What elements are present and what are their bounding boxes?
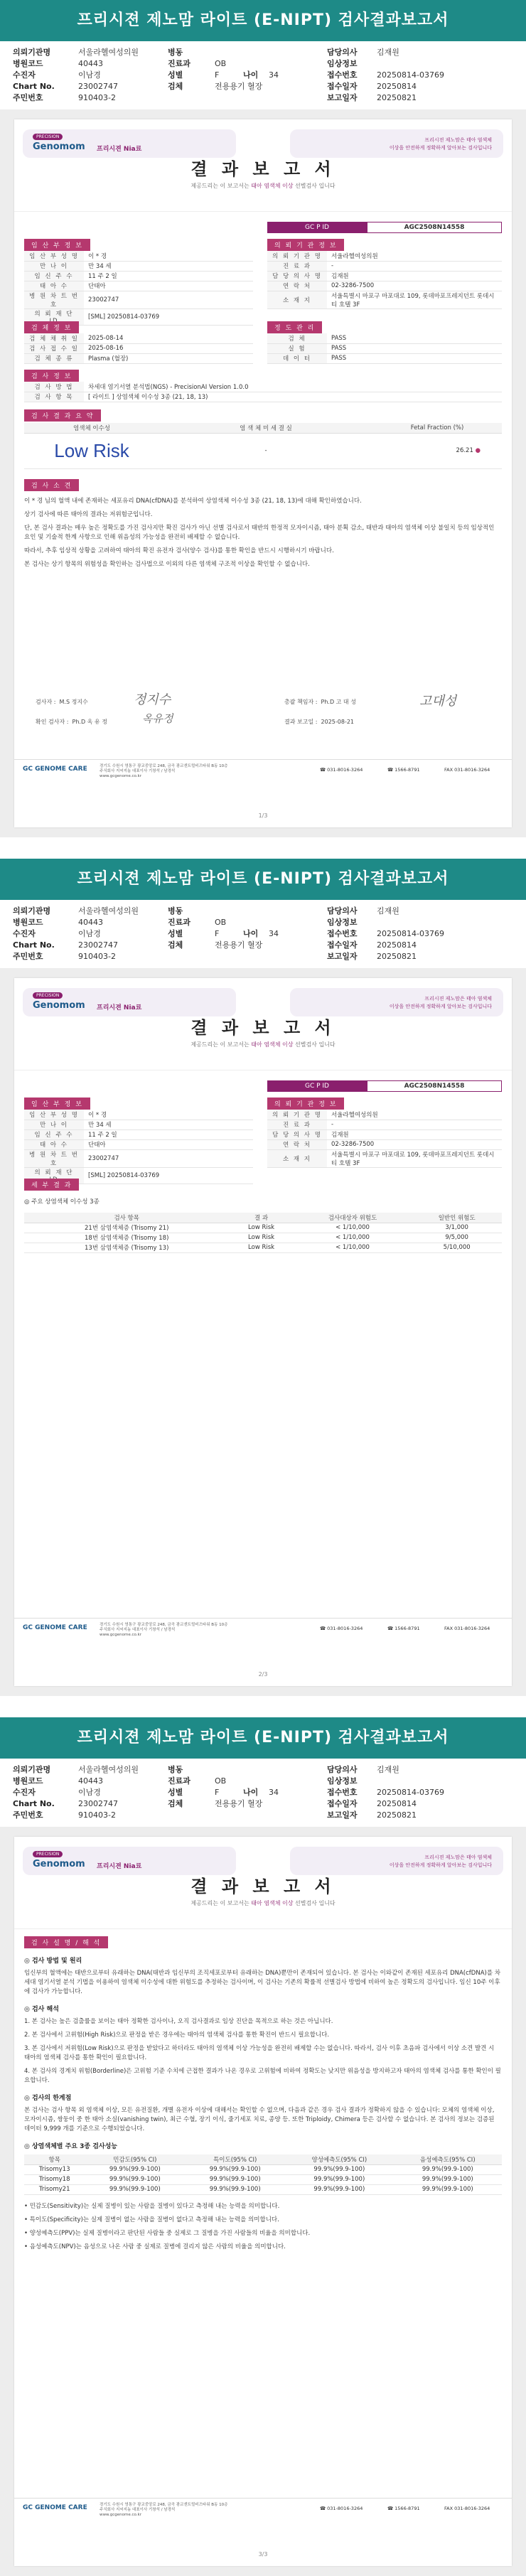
gcp-label: GC P ID (267, 222, 367, 233)
patient-row (24, 291, 253, 308)
test-key: 검 사 항 목 (24, 392, 84, 402)
inspector-signature: 정지수 (134, 692, 171, 707)
specimen-row (24, 343, 253, 353)
footer-logo: GC GENOME CARE (23, 766, 87, 773)
patient-value: 만 34 세 (84, 1120, 253, 1129)
page-header-1 (14, 119, 512, 212)
performance-note: • 특이도(Specificity)는 실제 질병이 없는 사람을 질병이 없다고 측정해 내는 능력을 의미합니다. (24, 2216, 279, 2223)
recv-label: 수진자 (13, 70, 36, 80)
qc-row (267, 353, 502, 363)
patient-info-3: 의뢰기관명 서울라헬여성의원 병원코드 40443 수진자 이남경 Chart No. 23002747 주민번호 910403-2 병동 진료과 OB 성별 F 나이 34 검체 전용용기 혈장 담당의사 김재원 임상정보 접수번호 20250814-03769 접수일자 20250814 보고일자 20250821 (0, 1759, 526, 1827)
performance-cell: 99.9%(99.9-100) (85, 2174, 185, 2184)
supervisor-signature: 고대성 (419, 694, 457, 709)
brand-box-right (290, 129, 503, 158)
report-page-1 (0, 109, 526, 837)
request-value: 서울라헬여성의원 (327, 1110, 502, 1120)
test-value: [ 라이트 ] 상염색체 이수성 3종 (21, 18, 13) (84, 392, 502, 402)
patient-value: 단태아 (84, 281, 253, 291)
patient-key: 병 원 차 트 번 호 (24, 1149, 84, 1167)
report-subtitle: 제공드리는 이 보고서는 태아 염색체 이상 선별검사 입니다 (190, 183, 336, 189)
test-table (24, 382, 502, 402)
performance-cell: Trisomy18 (24, 2174, 85, 2184)
patient-table (24, 251, 253, 326)
opinion-line: 따라서, 추후 임상적 상황을 고려하여 태아의 확진 유전자 검사(양수 검사)를 통한 확인을 반드시 시행하시기 바랍니다. (24, 547, 334, 554)
footer-1 (14, 759, 512, 780)
result-section (24, 409, 502, 469)
patient-value: 이 * 경 (84, 251, 253, 261)
detail-cell: 5/10,000 (412, 1243, 502, 1252)
reviewer-row: 확인 검사자 : Ph.D 옥 유 정 (36, 719, 107, 725)
brand-sub: 프리시젼 Nia료 (97, 146, 142, 153)
page-header-2: PRECISION Genomom 프리시젼 Nia료 프리시젼 제노맘은 태아 염색체 이상을 안전하게 정확하게 알아보는 검사입니다 결 과 보 고 서 제공드리는 이 보고서는 태아 염색체 이상 선별검사 입니다 (14, 978, 512, 1070)
reg-value: 910403-2 (78, 93, 116, 102)
performance-cell: 99.9%(99.9-100) (285, 2174, 393, 2184)
supervisor-row: 총괄 책임자 : Ph.D 고 대 성 (284, 699, 356, 705)
specimen-key: 검 사 접 수 일 (24, 343, 84, 353)
banner-2: 프리시젼 제노맘 라이트 (E-NIPT) 검사결과보고서 (0, 859, 526, 900)
page-number-3: 3/3 (258, 2551, 268, 2558)
result-risk: Low Risk (24, 433, 159, 468)
interpretation-item: 4. 본 검사의 경계치 위험(Borderline)은 고위험 기준 수치에 근접한 결과가 나온 경우로 고위험에 비하여 정확도는 낮지만 위음성을 방지하고자 태아의 염색체 검사를 통한 확인이 필요합니다. (24, 2068, 501, 2084)
page-header-3: PRECISION Genomom 프리시젼 Nia료 프리시젼 제노맘은 태아 염색체 이상을 안전하게 정확하게 알아보는 검사입니다 결 과 보 고 서 제공드리는 이 보고서는 태아 염색체 이상 선별검사 입니다 (14, 1837, 512, 1929)
request-row (267, 261, 502, 271)
performance-note: • 민감도(Sensitivity)는 실제 질병이 있는 사람을 질병이 있다고 측정해 내는 능력을 의미합니다. (24, 2202, 280, 2210)
specimen-table (24, 333, 253, 364)
test-row (24, 382, 502, 392)
dept-value: OB (215, 59, 227, 68)
test-section (24, 370, 502, 402)
opinion-text (24, 497, 502, 569)
patient-row (24, 281, 253, 291)
qc-row (267, 333, 502, 343)
reviewer-signature: 옥유정 (142, 712, 173, 725)
request-key: 진 료 과 (267, 261, 327, 271)
detail-intro: ◎ 주요 상염색체 이수성 3종 (24, 1198, 100, 1206)
patient-section-title: 임 산 부 정 보 (24, 239, 90, 251)
patient-value: 만 34 세 (84, 261, 253, 271)
performance-cell: 99.9%(99.9-100) (85, 2164, 185, 2174)
result-table (24, 423, 502, 469)
page-number-1: 1/3 (258, 812, 268, 819)
test-key: 검 사 방 법 (24, 382, 84, 392)
qc-table (267, 333, 502, 364)
report-title: 결 과 보 고 서 (190, 159, 336, 179)
patient-value: 23002747 (84, 291, 253, 308)
request-key: 의 뢰 기 관 명 (267, 251, 327, 261)
request-key: 소 재 지 (267, 291, 327, 308)
paper-1 (14, 119, 512, 827)
recv-date-label: 접수일자 (327, 82, 358, 91)
opinion-line: 본 검사는 상기 항목의 위험성을 확인하는 검사법으로 이외의 다른 염색체 구조적 이상을 확인할 수 없습니다. (24, 561, 310, 568)
inspector-row: 검사자 : M.S 정지수 (36, 699, 88, 705)
performance-table (24, 2154, 502, 2195)
opinion-section (24, 479, 502, 574)
performance-cell: 99.9%(99.9-100) (394, 2164, 502, 2174)
interpretation-list (24, 2017, 502, 2086)
detail-header: 일반인 위험도 (412, 1213, 502, 1223)
signature-block (36, 688, 490, 738)
request-row (267, 1139, 502, 1149)
patient-value: 11 주 2 일 (84, 271, 253, 281)
patient-row (24, 271, 253, 281)
gcp-id-bar (267, 222, 502, 233)
specimen-section-title: 검 체 정 보 (24, 321, 79, 333)
detail-cell: < 1/10,000 (294, 1243, 412, 1252)
page-number-2: 2/3 (258, 1671, 268, 1678)
request-row (267, 1129, 502, 1139)
limitation-text: 본 검사는 검사 항목 외 염색체 이상, 모든 유전질환, 개별 유전자 이상에 대해서는 확인할 수 없으며, 다음과 같은 경우 검사 결과가 정확하지 않을 수 있습니다: 모체의 염색체 이상, 모자이시즘, 쌍둥이 중 한 태아 소실(vanishing twin), 최근 수혈, 장기 이식, 줄기세포 치료, 종양 등. 또한 Triploidy, Chimera 등은 검사할 수 없습니다. 본 검사의 정보는 검증된 데이터 9,999 개를 기준으로 수행되었습니다. (24, 2107, 495, 2132)
patient-row (24, 261, 253, 271)
qc-value: PASS (327, 343, 502, 353)
interpretation-title: ◎ 검사 해석 (24, 2006, 59, 2013)
doctor-label: 담당의사 (327, 48, 358, 57)
request-value: 02-3286-7500 (327, 281, 502, 291)
request-row (267, 281, 502, 291)
specimen-row (24, 353, 253, 363)
specimen-value: Plasma (혈장) (84, 353, 253, 363)
patient-info-1 (0, 41, 526, 109)
request-section (267, 239, 502, 309)
specimen-section (24, 321, 253, 364)
detail-section-title: 세 부 결 과 (24, 1179, 79, 1191)
patient-value: [SML] 20250814-03769 (84, 308, 253, 325)
request-section-title: 의 뢰 기 관 정 보 (267, 239, 344, 251)
detail-cell: < 1/10,000 (294, 1223, 412, 1233)
detail-row (24, 1223, 502, 1233)
detail-header: 결 과 (229, 1213, 293, 1223)
patient-key: 임 신 주 수 (24, 271, 84, 281)
chart-value: 23002747 (78, 82, 118, 91)
performance-cell: 99.9%(99.9-100) (394, 2174, 502, 2184)
detail-cell: 21번 삼염색체증 (Trisomy 21) (24, 1223, 229, 1233)
report-page-3 (0, 1827, 526, 2576)
detail-row (24, 1243, 502, 1252)
performance-row (24, 2174, 502, 2184)
interpretation-item: 2. 본 검사에서 고위험(High Risk)으로 판정을 받은 경우에는 태아의 염색체 검사를 통한 확진이 반드시 필요합니다. (24, 2032, 330, 2039)
patient-key: 임 산 부 성 명 (24, 1110, 84, 1120)
request-value: 서울특별시 마포구 마포대로 109, 롯데마포프레지던트 롯데시티 호텔 3F (327, 291, 502, 308)
opinion-line: 단, 본 검사 결과는 매우 높은 정확도를 가진 검사지만 확진 검사가 아닌 선별 검사로서 태반의 한정적 모자이시즘, 태아 분획 감소, 태반과 태아의 염색체 이상 불일치 등의 임상적인 요인 및 기술적 한계 사항으로 인해 위음성의 가능성을 완전히 배제할 수 없습니다. (24, 525, 495, 541)
report-date-value: 20250821 (377, 93, 417, 102)
request-key: 의 뢰 기 관 명 (267, 1110, 327, 1120)
patient-key: 의 뢰 재 단 (24, 1167, 84, 1184)
detail-header: 검사대상자 위험도 (294, 1213, 412, 1223)
detail-cell: Low Risk (229, 1223, 293, 1233)
request-row (267, 251, 502, 261)
performance-header-row (24, 2154, 502, 2164)
opinion-section-title: 검 사 소 견 (24, 479, 79, 491)
patient-key: 임 신 주 수 (24, 1129, 84, 1139)
performance-cell: 99.9%(99.9-100) (285, 2164, 393, 2174)
interpretation-item: 3. 본 검사에서 저위험(Low Risk)으로 판정을 받았다고 하더라도 태아의 염색체 이상 가능성을 완전히 배제할 수는 없습니다. 따라서, 검사 이후 초음파 검사에서 이상 소견 발견 시 태아의 염색체 검사를 통한 확인이 필요합니다. (24, 2045, 495, 2061)
brand-tagline-2: 이상을 안전하게 정확하게 알아보는 검사입니다 (389, 145, 492, 151)
patient-key: 병 원 차 트 번 호 (24, 291, 84, 308)
patient-info-2: 의뢰기관명 서울라헬여성의원 병원코드 40443 수진자 이남경 Chart No. 23002747 주민번호 910403-2 병동 진료과 OB 성별 F 나이 34 검체 전용용기 혈장 담당의사 김재원 임상정보 접수번호 20250814-03769 접수일자 20250814 보고일자 20250821 (0, 900, 526, 968)
age-value: 34 (269, 70, 279, 80)
detail-section (24, 1179, 502, 1253)
request-value: 김재원 (327, 271, 502, 281)
request-key: 담 당 의 사 명 (267, 1129, 327, 1139)
detail-header-row (24, 1213, 502, 1223)
qc-value: PASS (327, 333, 502, 343)
brand-logo: Genomom (33, 141, 85, 152)
specimen-value: 전용용기 혈장 (215, 82, 263, 91)
patient-value: [SML] 20250814-03769 (84, 1167, 253, 1184)
performance-cell: 99.9%(99.9-100) (185, 2184, 285, 2194)
patient-row (24, 1129, 253, 1139)
result-header-1: 염색체 이수성 (24, 423, 159, 433)
qc-key: 데 이 터 (267, 353, 327, 363)
performance-cell: Trisomy21 (24, 2184, 85, 2194)
result-microdeletion: - (159, 433, 372, 468)
request-key: 진 료 과 (267, 1120, 327, 1129)
patient-row (24, 1110, 253, 1120)
test-section-title: 검 사 정 보 (24, 370, 79, 382)
request-key: 연 락 처 (267, 281, 327, 291)
request-row (267, 1149, 502, 1167)
specimen-key: 검 체 종 류 (24, 353, 84, 363)
performance-cell: 99.9%(99.9-100) (185, 2164, 285, 2174)
explanation-section-title: 검 사 설 명 / 해 석 (24, 1936, 108, 1948)
detail-table (24, 1213, 502, 1253)
request-value: 서울특별시 마포구 마포대로 109, 롯데마포프레지던트 롯데시티 호텔 3F (327, 1149, 502, 1167)
detail-header: 검사 항목 (24, 1213, 229, 1223)
brand-box (23, 129, 236, 158)
specimen-row (24, 333, 253, 343)
brand-tagline-1: 프리시젼 제노맘은 태아 염색체 (424, 137, 492, 143)
chart-label: Chart No. (13, 82, 55, 91)
patient-key: 태 아 수 (24, 281, 84, 291)
performance-title: ◎ 상염색체별 주요 3종 검사성능 (24, 2143, 117, 2150)
performance-notes (24, 2202, 502, 2252)
patient-key: 만 나 이 (24, 261, 84, 271)
result-header-3: Fetal Fraction (%) (372, 423, 502, 433)
detail-cell: 3/1,000 (412, 1223, 502, 1233)
patient-value: 11 주 2 일 (84, 1129, 253, 1139)
footer-3: GC GENOME CARE 경기도 수원시 영통구 광교중앙로 248, 금곡 광교센트럴비즈타워 B동 10층 주식회사 지씨지놈 대표이사 기창석 / 남경석 www.gcgenome.co.kr ☎ 031-8016-3264 ☎ 1566-8791 FAX 031-8016-3264 (14, 2498, 512, 2519)
detail-cell: Low Risk (229, 1233, 293, 1243)
principle-title: ◎ 검사 방법 및 원리 (24, 1958, 82, 1965)
footer-tel: ☎ 031-8016-3264 (320, 767, 363, 773)
result-section-title: 검 사 결 과 요 약 (24, 409, 101, 422)
request-table (267, 251, 502, 309)
patient-row (24, 1139, 253, 1149)
gcp-id-bar-2: GC P ID AGC2508N14558 (267, 1080, 502, 1092)
patient-key: 임 산 부 성 명 (24, 251, 84, 261)
age-label: 나이 (243, 70, 259, 80)
reg-label: 주민번호 (13, 93, 43, 102)
recv-no-value: 20250814-03769 (377, 70, 444, 80)
request-key: 연 락 처 (267, 1139, 327, 1149)
patient-key: 태 아 수 (24, 1139, 84, 1149)
patient-value: 이 * 경 (84, 1110, 253, 1120)
performance-row (24, 2184, 502, 2194)
patient-value: 23002747 (84, 1149, 253, 1167)
performance-note: • 양성예측도(PPV)는 실제 질병이라고 판단된 사람들 중 실제로 그 질병을 가진 사람들의 비율을 의미합니다. (24, 2229, 311, 2237)
brand-badge: PRECISION (33, 134, 63, 140)
qc-key: 검 체 (267, 333, 327, 343)
doctor-value: 김재원 (377, 48, 399, 57)
report-date-row: 결과 보고일 : 2025-08-21 (284, 719, 355, 725)
detail-cell: Low Risk (229, 1243, 293, 1252)
ward-label: 병동 (168, 48, 183, 57)
request-value: 서울라헬여성의원 (327, 251, 502, 261)
request-value: 02-3286-7500 (327, 1139, 502, 1149)
sex-value: F (215, 70, 220, 80)
request-section-2: 의 뢰 기 관 정 보 의 뢰 기 관 명 서울라헬여성의원 진 료 과 - 담 당 의 사 명 김재원 연 락 처 02-3286-7500 소 재 지 서울특별시 마포구 마포대로 109, 롯데마포프레지던트 롯데시티 호텔 3F (267, 1098, 502, 1168)
patient-value: 단태아 (84, 1139, 253, 1149)
qc-value: PASS (327, 353, 502, 363)
banner-1: 프리시젼 제노맘 라이트 (E-NIPT) 검사결과보고서 (0, 0, 526, 41)
limitation-title: ◎ 검사의 한계점 (24, 2095, 72, 2102)
request-row (267, 1120, 502, 1129)
interpretation-item: 1. 본 검사는 높은 검출률을 보이는 태아 정확한 검사이나, 오직 검사결과로 임상 진단을 목적으로 하는 것은 아닙니다. (24, 2018, 333, 2025)
footer-2: GC GENOME CARE 경기도 수원시 영통구 광교중앙로 248, 금곡 광교센트럴비즈타워 B동 10층 주식회사 지씨지놈 대표이사 기창석 / 남경석 www.gcgenome.co.kr ☎ 031-8016-3264 ☎ 1566-8791 FAX 031-8016-3264 (14, 1618, 512, 1639)
footer-fax: FAX 031-8016-3264 (444, 767, 490, 773)
opinion-line: 이 * 경 님의 혈액 내에 존재하는 세포유리 DNA(cfDNA)를 분석하여 상염색체 이수성 3종 (21, 18, 13)에 대해 확인하였습니다. (24, 498, 362, 505)
specimen-value: 2025-08-14 (84, 333, 253, 343)
inst-value: 서울라헬여성의원 (78, 48, 139, 57)
request-value: - (327, 261, 502, 271)
recv-value: 이남경 (78, 70, 101, 80)
detail-cell: 9/5,000 (412, 1233, 502, 1243)
hosp-code-label: 병원코드 (13, 59, 43, 68)
result-fetal-fraction: 26.21 ● (372, 433, 502, 468)
qc-row (267, 343, 502, 353)
performance-header: 민감도(95% CI) (85, 2154, 185, 2164)
patient-row (24, 1120, 253, 1129)
gcp-value: AGC2508N14558 (367, 222, 502, 233)
performance-header: 양성예측도(95% CI) (285, 2154, 393, 2164)
specimen-label: 검체 (168, 82, 183, 91)
performance-cell: 99.9%(99.9-100) (285, 2184, 393, 2194)
performance-row (24, 2164, 502, 2174)
patient-row (24, 1149, 253, 1167)
qc-section-title: 정 도 관 리 (267, 321, 322, 333)
request-value: 김재원 (327, 1129, 502, 1139)
explanation-section (24, 1936, 502, 2256)
performance-cell: Trisomy13 (24, 2164, 85, 2174)
request-row (267, 291, 502, 308)
paper-2 (14, 978, 512, 1686)
patient-key: 의 뢰 재 단 (24, 308, 84, 325)
recv-date-value: 20250814 (377, 82, 417, 91)
principle-text: 임신부의 혈액에는 태반으로부터 유래하는 DNA(태반과 임신부의 조직세포로부터 유래하는 DNA)뿐만이 존재되어 있습니다. 본 검사는 이와같이 존재된 세포유리 DNA(cfDNA)를 차세대 염기서열 분석 기법을 이용하여 염색체 이수성에 대한 위험도를 추정하는 검사이며, 이 검사는 기존의 확률적 선별검사 방법에 비하여 높은 정확도의 검사입니다. 임신 10주 이후에 검사가 가능합니다. (24, 1970, 500, 1995)
request-row (267, 271, 502, 281)
performance-header: 음성예측도(95% CI) (394, 2154, 502, 2164)
receipt-label: 임상정보 (327, 59, 358, 68)
sex-label: 성별 (168, 70, 183, 80)
report-date-label: 보고일자 (327, 93, 358, 102)
patient-key: 만 나 이 (24, 1120, 84, 1129)
request-key: 소 재 지 (267, 1149, 327, 1167)
test-value: 차세대 염기서열 분석법(NGS) - PrecisionAI Version 1.0.0 (84, 382, 502, 392)
result-header-2: 염 색 체 미 세 결 실 (159, 423, 372, 433)
performance-cell: 99.9%(99.9-100) (394, 2184, 502, 2194)
detail-row (24, 1233, 502, 1243)
patient-section (24, 239, 253, 326)
request-value: - (327, 1120, 502, 1129)
detail-cell: 18번 삼염색체증 (Trisomy 18) (24, 1233, 229, 1243)
inst-label: 의뢰기관명 (13, 48, 51, 57)
banner-3: 프리시젼 제노맘 라이트 (E-NIPT) 검사결과보고서 (0, 1717, 526, 1759)
performance-cell: 99.9%(99.9-100) (185, 2174, 285, 2184)
detail-cell: 13번 삼염색체증 (Trisomy 13) (24, 1243, 229, 1252)
request-row (267, 1110, 502, 1120)
qc-section (267, 321, 502, 364)
recv-no-label: 접수번호 (327, 70, 358, 80)
dept-label: 진료과 (168, 59, 190, 68)
performance-header: 항목 (24, 2154, 85, 2164)
qc-key: 실 험 (267, 343, 327, 353)
request-key: 담 당 의 사 명 (267, 271, 327, 281)
performance-cell: 99.9%(99.9-100) (85, 2184, 185, 2194)
specimen-value: 2025-08-16 (84, 343, 253, 353)
hosp-code-value: 40443 (78, 59, 103, 68)
detail-cell: < 1/10,000 (294, 1233, 412, 1243)
footer-callcenter: ☎ 1566-8791 (387, 767, 420, 773)
report-page-2 (0, 968, 526, 1696)
opinion-line: 상기 검사에 따른 태아의 결과는 저위험군입니다. (24, 511, 153, 518)
specimen-key: 검 체 채 취 일 (24, 333, 84, 343)
paper-3 (14, 1837, 512, 2566)
patient-row (24, 251, 253, 261)
test-row (24, 392, 502, 402)
performance-note: • 음성예측도(NPV)는 음성으로 나온 사람 중 실제로 질병에 걸리지 않은 사람의 비율을 의미합니다. (24, 2243, 286, 2250)
footer-address: 경기도 수원시 영통구 광교중앙로 248, 금곡 광교센트럴비즈타워 B동 10층 주식회사 지씨지놈 대표이사 기창석 / 남경석 www.gcgenome.co.kr (100, 764, 228, 778)
performance-header: 특이도(95% CI) (185, 2154, 285, 2164)
patient-section-2: 임 산 부 정 보 임 산 부 성 명 이 * 경 만 나 이 만 34 세 임 신 주 수 11 주 2 일 태 아 수 단태아 병 원 차 트 번 호 23002747 의 뢰 재 단 [SML] 20250814-03769 (24, 1098, 253, 1184)
